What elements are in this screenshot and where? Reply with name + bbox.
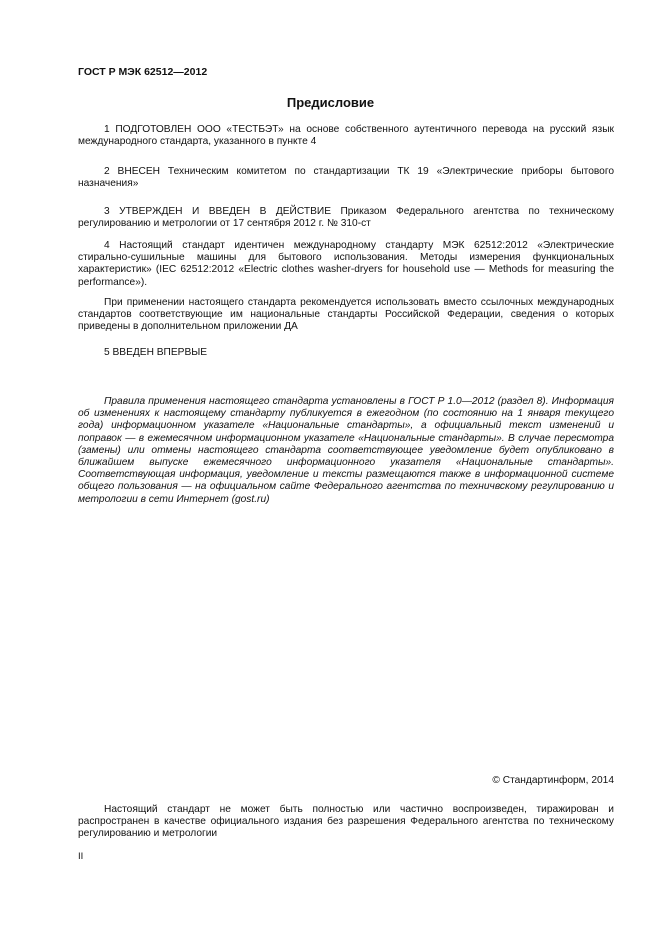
foreword-item-3: 3 УТВЕРЖДЕН И ВВЕДЕН В ДЕЙСТВИЕ Приказом Федерального агентства по техническому регулированию и метрологии от 17 сентября 2012 г. № 310-ст <box>78 206 614 230</box>
document-code: ГОСТ Р МЭК 62512—2012 <box>78 66 208 78</box>
application-rules-notice: Правила применения настоящего стандарта установлены в ГОСТ Р 1.0—2012 (раздел 8). Информация об изменениях к настоящему стандарту публикуется в ежегодном (по состоянию на 1 января текущего года) информационном указателе «Национальные стандарты», а официальный текст изменений и поправок — в ежемесячном информационном указателе «Национальные стандарты». В случае пересмотра (замены) или отмены настоящего стандарта соответствующее уведомление будет опубликовано в ближайшем выпуске ежемесячного информационного указателя «Национальные стандарты». Соответствующая информация, уведомление и тексты размещаются также в информационной системе общего пользования — на официальном сайте Федерального агентства по техничвскому регулированию и метрологии в сети Интернет (gost.ru) <box>78 396 614 505</box>
copyright-line: © Стандартинформ, 2014 <box>492 775 614 786</box>
foreword-item-5: 5 ВВЕДЕН ВПЕРВЫЕ <box>104 347 208 358</box>
foreword-item-4-note: При применении настоящего стандарта рекомендуется использовать вместо ссылочных международных стандартов соответствующие им национальные стандарты Российской Федерации, сведения о которых приведены в дополнительном приложении ДА <box>78 297 614 333</box>
foreword-item-2: 2 ВНЕСЕН Техническим комитетом по стандартизации ТК 19 «Электрические приборы бытового назначения» <box>78 166 614 190</box>
foreword-item-1: 1 ПОДГОТОВЛЕН ООО «ТЕСТБЭТ» на основе собственного аутентичного перевода на русский язык международного стандарта, указанного в пункте 4 <box>78 124 614 148</box>
reproduction-notice: Настоящий стандарт не может быть полностью или частично воспроизведен, тиражирован и распространен в качестве официального издания без разрешения Федерального агентства по техническому регулированию и метрологии <box>78 804 614 840</box>
page-title: Предисловие <box>286 95 375 110</box>
foreword-item-4: 4 Настоящий стандарт идентичен международному стандарту МЭК 62512:2012 «Электрические стирально-сушильные машины для бытового использования. Методы измерения функциональных характеристик» (IEC 62512:2012 «Electric clothes washer-dryers for household use — Methods for measuring the performance»). <box>78 240 614 288</box>
page-number: II <box>78 851 84 862</box>
